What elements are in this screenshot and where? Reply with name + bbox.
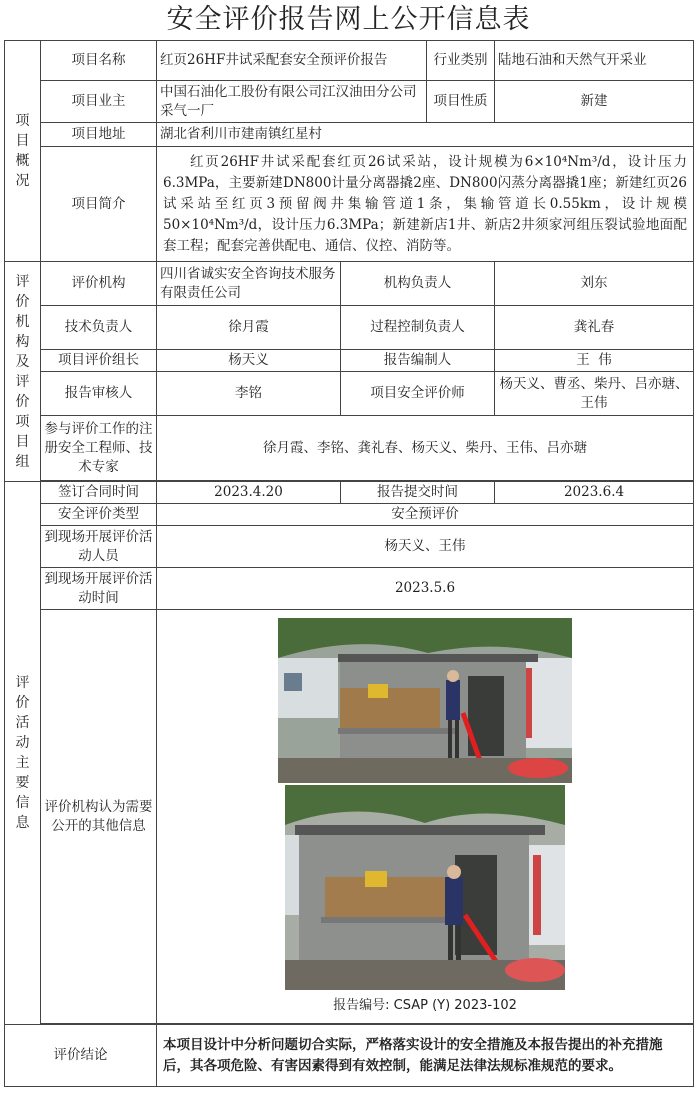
agency-head-label: 机构负责人 (341, 262, 495, 306)
address-label: 项目地址 (41, 123, 157, 147)
writer-label: 报告编制人 (341, 350, 495, 372)
owner: 中国石油化工股份有限公司江汉油田分公司采气一厂 (157, 81, 427, 123)
participants-label: 参与评价工作的注册安全工程师、技术专家 (41, 416, 157, 481)
agency: 四川省诚实安全咨询技术服务有限责任公司 (157, 262, 341, 306)
agency-head: 刘东 (495, 262, 694, 306)
type: 安全预评价 (157, 504, 694, 526)
section-project-overview: 项目概况 (5, 41, 41, 262)
address: 湖北省利川市建南镇红星村 (157, 123, 694, 147)
contract-time-label: 签订合同时间 (41, 482, 157, 504)
process-head: 龚礼春 (495, 306, 694, 350)
report-number: 报告编号: CSAP (Y) 2023-102 (333, 998, 517, 1013)
site-staff-label: 到现场开展评价活动人员 (41, 526, 157, 568)
site-photo-2 (285, 785, 565, 990)
site-time-label: 到现场开展评价活动时间 (41, 568, 157, 610)
project-name-label: 项目名称 (41, 41, 157, 81)
intro: 红页26HF井试采配套红页26试采站，设计规模为6×10⁴Nm³/d，设计压力6.3MPa，主要新建DN800计量分离器撬2座、DN800闪蒸分离器撬1座；新建红页26试采站至红页3预留阀井集输管道1条，集输管道长0.55km，设计规模50×10⁴Nm³/d，设计压力6.3MPa；新建新店1井、新店2井须家河组压裂试验地面配套工程；配套完善供配电、通信、仪控、消防等。 (157, 147, 694, 262)
industry: 陆地石油和天然气开采业 (495, 41, 694, 81)
site-staff: 杨天义、王伟 (157, 526, 694, 568)
tech-head-label: 技术负责人 (41, 306, 157, 350)
owner-label: 项目业主 (41, 81, 157, 123)
reviewer-label: 报告审核人 (41, 372, 157, 416)
reviewer: 李铭 (157, 372, 341, 416)
intro-label: 项目简介 (41, 147, 157, 262)
section-activity: 评价活动主要信息 (5, 482, 41, 1025)
other-info-content (157, 610, 694, 1024)
type-label: 安全评价类型 (41, 504, 157, 526)
site-time: 2023.5.6 (157, 568, 694, 610)
nature: 新建 (495, 81, 694, 123)
other-info-label: 评价机构认为需要公开的其他信息 (41, 610, 157, 1024)
conclusion-text: 本项目设计中分析问题切合实际，严格落实设计的安全措施及本报告提出的补充措施后，其各项危险、有害因素得到有效控制，能满足法律法规标准规范的要求。 (157, 1025, 694, 1087)
participants: 徐月霞、李铭、龚礼春、杨天义、柴丹、王伟、吕亦瑭 (157, 416, 694, 481)
conclusion-label: 评价结论 (5, 1025, 157, 1087)
industry-label: 行业类别 (427, 41, 495, 81)
info-table (4, 40, 694, 1087)
submit-time: 2023.6.4 (495, 482, 694, 504)
writer: 王 伟 (495, 350, 694, 372)
submit-time-label: 报告提交时间 (341, 482, 495, 504)
evaluators: 杨天义、曹丞、柴丹、吕亦瑭、王伟 (495, 372, 694, 416)
page-title: 安全评价报告网上公开信息表 (166, 4, 531, 35)
leader-label: 项目评价组长 (41, 350, 157, 372)
agency-label: 评价机构 (41, 262, 157, 306)
leader: 杨天义 (157, 350, 341, 372)
evaluators-label: 项目安全评价师 (341, 372, 495, 416)
nature-label: 项目性质 (427, 81, 495, 123)
tech-head: 徐月霞 (157, 306, 341, 350)
contract-time: 2023.4.20 (157, 482, 341, 504)
site-photo-1 (278, 618, 572, 783)
project-name: 红页26HF井试采配套安全预评价报告 (157, 41, 427, 81)
section-agency: 评价机构及评价项目组 (5, 262, 41, 482)
process-head-label: 过程控制负责人 (341, 306, 495, 350)
